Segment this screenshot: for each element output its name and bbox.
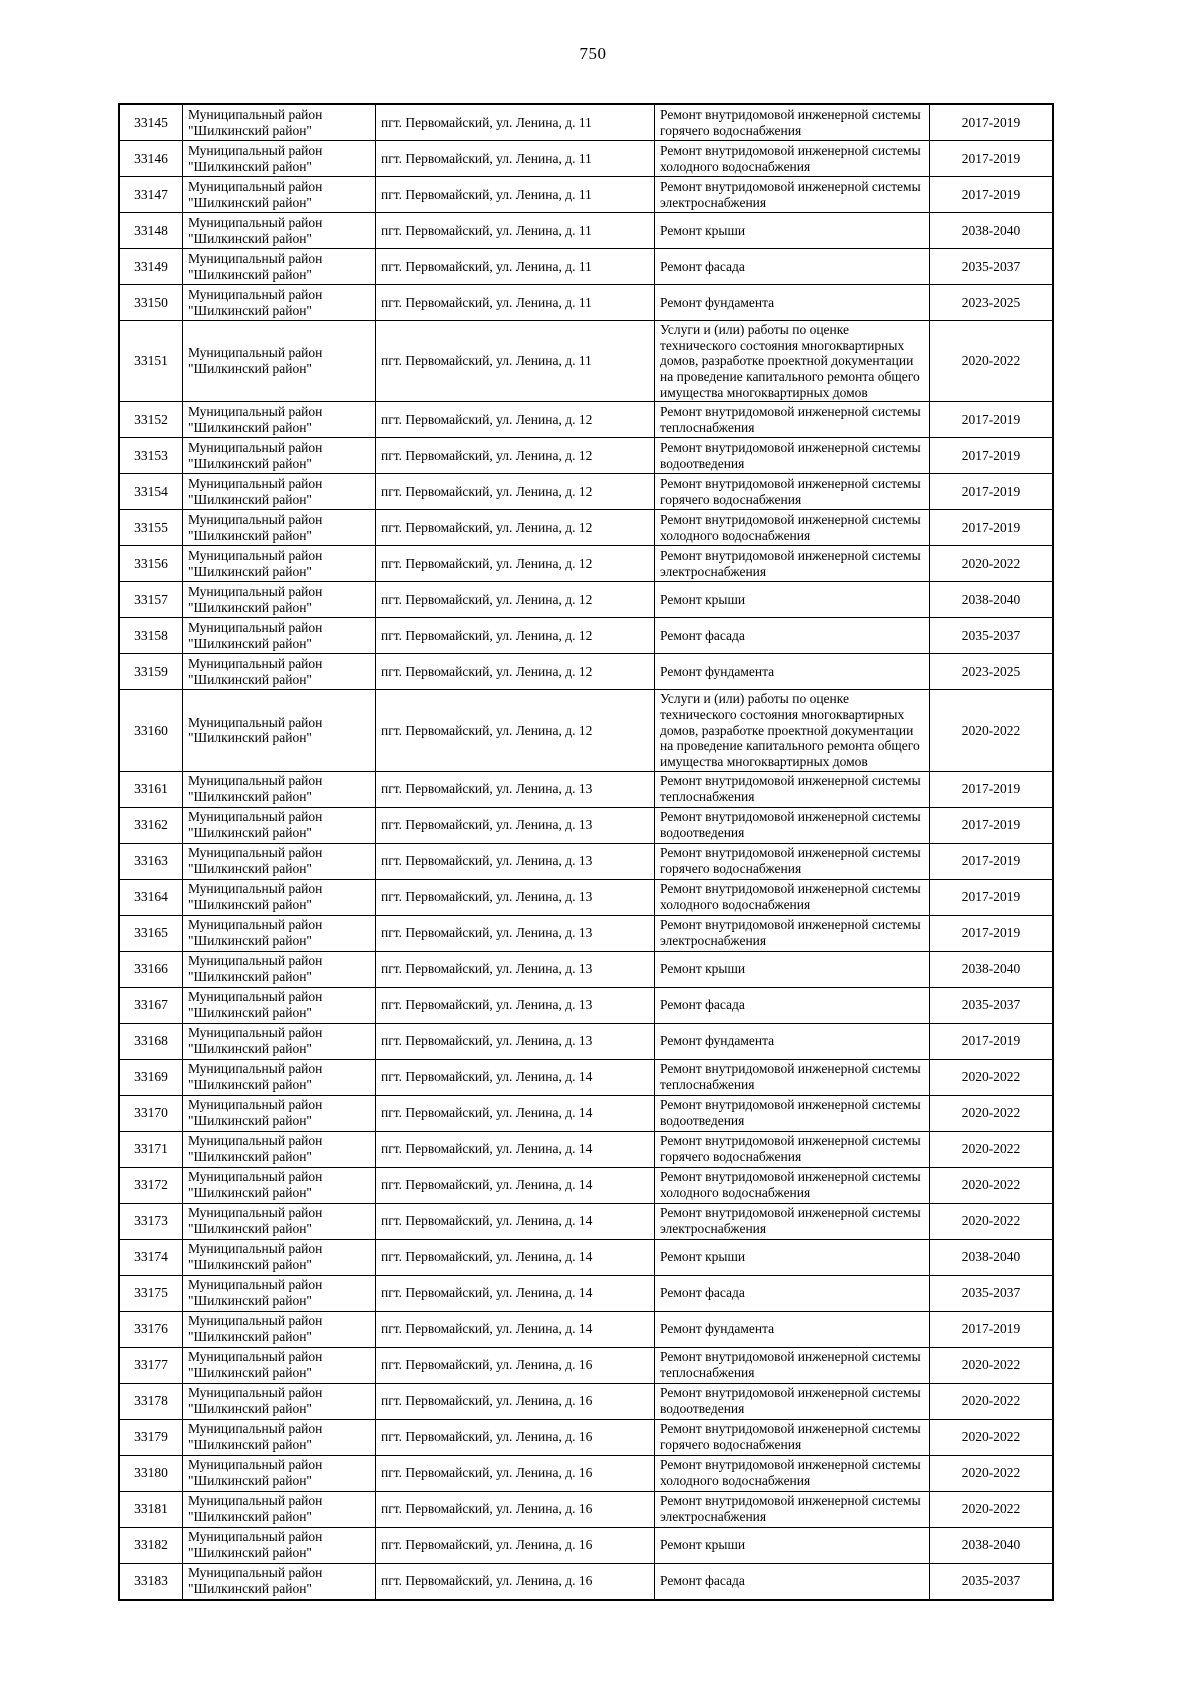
table-row	[119, 546, 1053, 582]
work-type-cell: Ремонт внутридомовой инженерной системы электроснабжения	[655, 1203, 930, 1239]
table-row	[119, 1491, 1053, 1527]
municipality-cell: Муниципальный район "Шилкинский район"	[183, 1419, 376, 1455]
row-number-cell: 33148	[119, 213, 183, 249]
municipality-cell: Муниципальный район "Шилкинский район"	[183, 1095, 376, 1131]
table-row	[119, 321, 1053, 402]
work-type-cell: Ремонт внутридомовой инженерной системы горячего водоснабжения	[655, 843, 930, 879]
municipality-cell: Муниципальный район "Шилкинский район"	[183, 582, 376, 618]
table-row	[119, 1383, 1053, 1419]
years-cell: 2020-2022	[930, 1347, 1054, 1383]
years-cell: 2017-2019	[930, 438, 1054, 474]
address-cell: пгт. Первомайский, ул. Ленина, д. 16	[376, 1419, 655, 1455]
years-cell: 2035-2037	[930, 1563, 1054, 1600]
years-cell: 2020-2022	[930, 1131, 1054, 1167]
table-row	[119, 104, 1053, 141]
row-number-cell: 33159	[119, 654, 183, 690]
table-row	[119, 141, 1053, 177]
table-row	[119, 1527, 1053, 1563]
years-cell: 2017-2019	[930, 843, 1054, 879]
address-cell: пгт. Первомайский, ул. Ленина, д. 16	[376, 1347, 655, 1383]
table-row	[119, 1095, 1053, 1131]
work-type-cell: Ремонт внутридомовой инженерной системы электроснабжения	[655, 1491, 930, 1527]
years-cell: 2017-2019	[930, 1023, 1054, 1059]
municipality-cell: Муниципальный район "Шилкинский район"	[183, 402, 376, 438]
municipality-cell: Муниципальный район "Шилкинский район"	[183, 771, 376, 807]
address-cell: пгт. Первомайский, ул. Ленина, д. 14	[376, 1095, 655, 1131]
municipality-cell: Муниципальный район "Шилкинский район"	[183, 843, 376, 879]
table-row	[119, 1347, 1053, 1383]
years-cell: 2017-2019	[930, 141, 1054, 177]
table-row	[119, 1059, 1053, 1095]
table-row	[119, 1023, 1053, 1059]
row-number-cell: 33162	[119, 807, 183, 843]
years-cell: 2020-2022	[930, 1203, 1054, 1239]
municipality-cell: Муниципальный район "Шилкинский район"	[183, 1239, 376, 1275]
row-number-cell: 33172	[119, 1167, 183, 1203]
work-type-cell: Ремонт фасада	[655, 249, 930, 285]
address-cell: пгт. Первомайский, ул. Ленина, д. 13	[376, 879, 655, 915]
table-row	[119, 1563, 1053, 1600]
years-cell: 2023-2025	[930, 654, 1054, 690]
address-cell: пгт. Первомайский, ул. Ленина, д. 16	[376, 1491, 655, 1527]
row-number-cell: 33146	[119, 141, 183, 177]
row-number-cell: 33180	[119, 1455, 183, 1491]
municipality-cell: Муниципальный район "Шилкинский район"	[183, 1059, 376, 1095]
address-cell: пгт. Первомайский, ул. Ленина, д. 11	[376, 104, 655, 141]
municipality-cell: Муниципальный район "Шилкинский район"	[183, 690, 376, 771]
municipality-cell: Муниципальный район "Шилкинский район"	[183, 1347, 376, 1383]
table-row	[119, 1455, 1053, 1491]
row-number-cell: 33173	[119, 1203, 183, 1239]
municipality-cell: Муниципальный район "Шилкинский район"	[183, 1311, 376, 1347]
work-type-cell: Услуги и (или) работы по оценке технического состояния многоквартирных домов, разработке проектной документации на проведение капитального ремонта общего имущества многоквартирных домов	[655, 321, 930, 402]
table-row	[119, 402, 1053, 438]
municipality-cell: Муниципальный район "Шилкинский район"	[183, 285, 376, 321]
work-type-cell: Ремонт внутридомовой инженерной системы водоотведения	[655, 807, 930, 843]
row-number-cell: 33178	[119, 1383, 183, 1419]
row-number-cell: 33152	[119, 402, 183, 438]
address-cell: пгт. Первомайский, ул. Ленина, д. 16	[376, 1563, 655, 1600]
row-number-cell: 33149	[119, 249, 183, 285]
work-type-cell: Ремонт внутридомовой инженерной системы теплоснабжения	[655, 771, 930, 807]
years-cell: 2035-2037	[930, 249, 1054, 285]
row-number-cell: 33163	[119, 843, 183, 879]
row-number-cell: 33174	[119, 1239, 183, 1275]
row-number-cell: 33170	[119, 1095, 183, 1131]
years-cell: 2017-2019	[930, 807, 1054, 843]
table-row	[119, 879, 1053, 915]
table-row	[119, 1203, 1053, 1239]
work-type-cell: Ремонт внутридомовой инженерной системы теплоснабжения	[655, 1347, 930, 1383]
table-row	[119, 177, 1053, 213]
row-number-cell: 33166	[119, 951, 183, 987]
municipality-cell: Муниципальный район "Шилкинский район"	[183, 1491, 376, 1527]
years-cell: 2023-2025	[930, 285, 1054, 321]
row-number-cell: 33160	[119, 690, 183, 771]
table-row	[119, 249, 1053, 285]
municipality-cell: Муниципальный район "Шилкинский район"	[183, 951, 376, 987]
row-number-cell: 33161	[119, 771, 183, 807]
row-number-cell: 33167	[119, 987, 183, 1023]
years-cell: 2020-2022	[930, 321, 1054, 402]
row-number-cell: 33171	[119, 1131, 183, 1167]
address-cell: пгт. Первомайский, ул. Ленина, д. 11	[376, 249, 655, 285]
table-row	[119, 1419, 1053, 1455]
address-cell: пгт. Первомайский, ул. Ленина, д. 11	[376, 321, 655, 402]
row-number-cell: 33154	[119, 474, 183, 510]
municipality-cell: Муниципальный район "Шилкинский район"	[183, 213, 376, 249]
municipality-cell: Муниципальный район "Шилкинский район"	[183, 546, 376, 582]
years-cell: 2017-2019	[930, 879, 1054, 915]
years-cell: 2038-2040	[930, 951, 1054, 987]
row-number-cell: 33177	[119, 1347, 183, 1383]
table-row	[119, 438, 1053, 474]
address-cell: пгт. Первомайский, ул. Ленина, д. 12	[376, 618, 655, 654]
address-cell: пгт. Первомайский, ул. Ленина, д. 14	[376, 1275, 655, 1311]
work-type-cell: Ремонт внутридомовой инженерной системы теплоснабжения	[655, 402, 930, 438]
years-cell: 2017-2019	[930, 474, 1054, 510]
row-number-cell: 33157	[119, 582, 183, 618]
table-row	[119, 1239, 1053, 1275]
address-cell: пгт. Первомайский, ул. Ленина, д. 11	[376, 141, 655, 177]
address-cell: пгт. Первомайский, ул. Ленина, д. 13	[376, 915, 655, 951]
address-cell: пгт. Первомайский, ул. Ленина, д. 14	[376, 1311, 655, 1347]
municipality-cell: Муниципальный район "Шилкинский район"	[183, 177, 376, 213]
years-cell: 2017-2019	[930, 104, 1054, 141]
address-cell: пгт. Первомайский, ул. Ленина, д. 13	[376, 807, 655, 843]
table-body	[119, 104, 1053, 1600]
table-row	[119, 807, 1053, 843]
work-type-cell: Ремонт внутридомовой инженерной системы горячего водоснабжения	[655, 474, 930, 510]
municipality-cell: Муниципальный район "Шилкинский район"	[183, 1563, 376, 1600]
years-cell: 2038-2040	[930, 1527, 1054, 1563]
table-row	[119, 474, 1053, 510]
municipality-cell: Муниципальный район "Шилкинский район"	[183, 249, 376, 285]
work-type-cell: Ремонт внутридомовой инженерной системы холодного водоснабжения	[655, 1167, 930, 1203]
municipality-cell: Муниципальный район "Шилкинский район"	[183, 1275, 376, 1311]
table-row	[119, 618, 1053, 654]
table-row	[119, 1167, 1053, 1203]
work-type-cell: Ремонт внутридомовой инженерной системы холодного водоснабжения	[655, 1455, 930, 1491]
row-number-cell: 33182	[119, 1527, 183, 1563]
address-cell: пгт. Первомайский, ул. Ленина, д. 13	[376, 951, 655, 987]
table-row	[119, 654, 1053, 690]
address-cell: пгт. Первомайский, ул. Ленина, д. 12	[376, 582, 655, 618]
address-cell: пгт. Первомайский, ул. Ленина, д. 13	[376, 843, 655, 879]
row-number-cell: 33169	[119, 1059, 183, 1095]
row-number-cell: 33175	[119, 1275, 183, 1311]
years-cell: 2035-2037	[930, 987, 1054, 1023]
table-row	[119, 285, 1053, 321]
municipality-cell: Муниципальный район "Шилкинский район"	[183, 1383, 376, 1419]
address-cell: пгт. Первомайский, ул. Ленина, д. 13	[376, 1023, 655, 1059]
table-row	[119, 987, 1053, 1023]
address-cell: пгт. Первомайский, ул. Ленина, д. 12	[376, 438, 655, 474]
work-type-cell: Ремонт крыши	[655, 213, 930, 249]
municipality-cell: Муниципальный район "Шилкинский район"	[183, 879, 376, 915]
municipality-cell: Муниципальный район "Шилкинский район"	[183, 915, 376, 951]
work-type-cell: Ремонт внутридомовой инженерной системы электроснабжения	[655, 546, 930, 582]
municipality-cell: Муниципальный район "Шилкинский район"	[183, 1167, 376, 1203]
work-type-cell: Ремонт внутридомовой инженерной системы горячего водоснабжения	[655, 104, 930, 141]
row-number-cell: 33153	[119, 438, 183, 474]
table-row	[119, 510, 1053, 546]
work-type-cell: Ремонт внутридомовой инженерной системы холодного водоснабжения	[655, 141, 930, 177]
repair-schedule-table	[118, 103, 1054, 1601]
years-cell: 2020-2022	[930, 1059, 1054, 1095]
address-cell: пгт. Первомайский, ул. Ленина, д. 13	[376, 987, 655, 1023]
municipality-cell: Муниципальный район "Шилкинский район"	[183, 474, 376, 510]
table-row	[119, 1311, 1053, 1347]
address-cell: пгт. Первомайский, ул. Ленина, д. 12	[376, 474, 655, 510]
years-cell: 2017-2019	[930, 915, 1054, 951]
table-row	[119, 582, 1053, 618]
row-number-cell: 33147	[119, 177, 183, 213]
years-cell: 2020-2022	[930, 1095, 1054, 1131]
address-cell: пгт. Первомайский, ул. Ленина, д. 12	[376, 510, 655, 546]
row-number-cell: 33151	[119, 321, 183, 402]
municipality-cell: Муниципальный район "Шилкинский район"	[183, 987, 376, 1023]
work-type-cell: Ремонт фундамента	[655, 1023, 930, 1059]
table-row	[119, 915, 1053, 951]
work-type-cell: Ремонт внутридомовой инженерной системы горячего водоснабжения	[655, 1419, 930, 1455]
address-cell: пгт. Первомайский, ул. Ленина, д. 14	[376, 1131, 655, 1167]
work-type-cell: Ремонт крыши	[655, 951, 930, 987]
municipality-cell: Муниципальный район "Шилкинский район"	[183, 104, 376, 141]
row-number-cell: 33145	[119, 104, 183, 141]
municipality-cell: Муниципальный район "Шилкинский район"	[183, 1203, 376, 1239]
work-type-cell: Ремонт внутридомовой инженерной системы холодного водоснабжения	[655, 879, 930, 915]
address-cell: пгт. Первомайский, ул. Ленина, д. 11	[376, 177, 655, 213]
years-cell: 2017-2019	[930, 402, 1054, 438]
table-row	[119, 951, 1053, 987]
work-type-cell: Ремонт внутридомовой инженерной системы электроснабжения	[655, 177, 930, 213]
address-cell: пгт. Первомайский, ул. Ленина, д. 13	[376, 771, 655, 807]
years-cell: 2038-2040	[930, 213, 1054, 249]
years-cell: 2017-2019	[930, 177, 1054, 213]
address-cell: пгт. Первомайский, ул. Ленина, д. 12	[376, 690, 655, 771]
row-number-cell: 33150	[119, 285, 183, 321]
table-row	[119, 213, 1053, 249]
years-cell: 2038-2040	[930, 1239, 1054, 1275]
address-cell: пгт. Первомайский, ул. Ленина, д. 14	[376, 1203, 655, 1239]
address-cell: пгт. Первомайский, ул. Ленина, д. 11	[376, 213, 655, 249]
row-number-cell: 33156	[119, 546, 183, 582]
years-cell: 2038-2040	[930, 582, 1054, 618]
work-type-cell: Ремонт крыши	[655, 1527, 930, 1563]
work-type-cell: Ремонт фасада	[655, 987, 930, 1023]
row-number-cell: 33179	[119, 1419, 183, 1455]
years-cell: 2020-2022	[930, 546, 1054, 582]
row-number-cell: 33165	[119, 915, 183, 951]
work-type-cell: Ремонт крыши	[655, 582, 930, 618]
years-cell: 2020-2022	[930, 1455, 1054, 1491]
municipality-cell: Муниципальный район "Шилкинский район"	[183, 438, 376, 474]
address-cell: пгт. Первомайский, ул. Ленина, д. 12	[376, 546, 655, 582]
work-type-cell: Ремонт фундамента	[655, 285, 930, 321]
municipality-cell: Муниципальный район "Шилкинский район"	[183, 510, 376, 546]
work-type-cell: Ремонт внутридомовой инженерной системы водоотведения	[655, 1095, 930, 1131]
work-type-cell: Ремонт внутридомовой инженерной системы водоотведения	[655, 1383, 930, 1419]
years-cell: 2020-2022	[930, 1383, 1054, 1419]
work-type-cell: Ремонт фундамента	[655, 654, 930, 690]
municipality-cell: Муниципальный район "Шилкинский район"	[183, 618, 376, 654]
page-number: 750	[579, 44, 607, 63]
municipality-cell: Муниципальный район "Шилкинский район"	[183, 654, 376, 690]
address-cell: пгт. Первомайский, ул. Ленина, д. 14	[376, 1239, 655, 1275]
work-type-cell: Ремонт фасада	[655, 618, 930, 654]
work-type-cell: Ремонт фасада	[655, 1275, 930, 1311]
years-cell: 2020-2022	[930, 1419, 1054, 1455]
municipality-cell: Муниципальный район "Шилкинский район"	[183, 321, 376, 402]
address-cell: пгт. Первомайский, ул. Ленина, д. 14	[376, 1167, 655, 1203]
row-number-cell: 33155	[119, 510, 183, 546]
address-cell: пгт. Первомайский, ул. Ленина, д. 16	[376, 1383, 655, 1419]
years-cell: 2017-2019	[930, 771, 1054, 807]
table-row	[119, 1131, 1053, 1167]
years-cell: 2017-2019	[930, 1311, 1054, 1347]
municipality-cell: Муниципальный район "Шилкинский район"	[183, 1131, 376, 1167]
municipality-cell: Муниципальный район "Шилкинский район"	[183, 807, 376, 843]
table-row	[119, 690, 1053, 771]
address-cell: пгт. Первомайский, ул. Ленина, д. 16	[376, 1527, 655, 1563]
row-number-cell: 33181	[119, 1491, 183, 1527]
work-type-cell: Ремонт внутридомовой инженерной системы водоотведения	[655, 438, 930, 474]
years-cell: 2035-2037	[930, 618, 1054, 654]
municipality-cell: Муниципальный район "Шилкинский район"	[183, 141, 376, 177]
work-type-cell: Ремонт внутридомовой инженерной системы горячего водоснабжения	[655, 1131, 930, 1167]
work-type-cell: Ремонт фундамента	[655, 1311, 930, 1347]
years-cell: 2020-2022	[930, 1167, 1054, 1203]
table-row	[119, 843, 1053, 879]
work-type-cell: Ремонт внутридомовой инженерной системы электроснабжения	[655, 915, 930, 951]
table-row	[119, 1275, 1053, 1311]
work-type-cell: Ремонт внутридомовой инженерной системы теплоснабжения	[655, 1059, 930, 1095]
address-cell: пгт. Первомайский, ул. Ленина, д. 14	[376, 1059, 655, 1095]
row-number-cell: 33176	[119, 1311, 183, 1347]
table-row	[119, 771, 1053, 807]
row-number-cell: 33158	[119, 618, 183, 654]
address-cell: пгт. Первомайский, ул. Ленина, д. 12	[376, 402, 655, 438]
work-type-cell: Услуги и (или) работы по оценке технического состояния многоквартирных домов, разработке проектной документации на проведение капитального ремонта общего имущества многоквартирных домов	[655, 690, 930, 771]
years-cell: 2020-2022	[930, 690, 1054, 771]
municipality-cell: Муниципальный район "Шилкинский район"	[183, 1527, 376, 1563]
row-number-cell: 33164	[119, 879, 183, 915]
years-cell: 2020-2022	[930, 1491, 1054, 1527]
row-number-cell: 33168	[119, 1023, 183, 1059]
work-type-cell: Ремонт крыши	[655, 1239, 930, 1275]
years-cell: 2017-2019	[930, 510, 1054, 546]
work-type-cell: Ремонт фасада	[655, 1563, 930, 1600]
row-number-cell: 33183	[119, 1563, 183, 1600]
work-type-cell: Ремонт внутридомовой инженерной системы холодного водоснабжения	[655, 510, 930, 546]
address-cell: пгт. Первомайский, ул. Ленина, д. 16	[376, 1455, 655, 1491]
municipality-cell: Муниципальный район "Шилкинский район"	[183, 1023, 376, 1059]
years-cell: 2035-2037	[930, 1275, 1054, 1311]
address-cell: пгт. Первомайский, ул. Ленина, д. 12	[376, 654, 655, 690]
municipality-cell: Муниципальный район "Шилкинский район"	[183, 1455, 376, 1491]
address-cell: пгт. Первомайский, ул. Ленина, д. 11	[376, 285, 655, 321]
